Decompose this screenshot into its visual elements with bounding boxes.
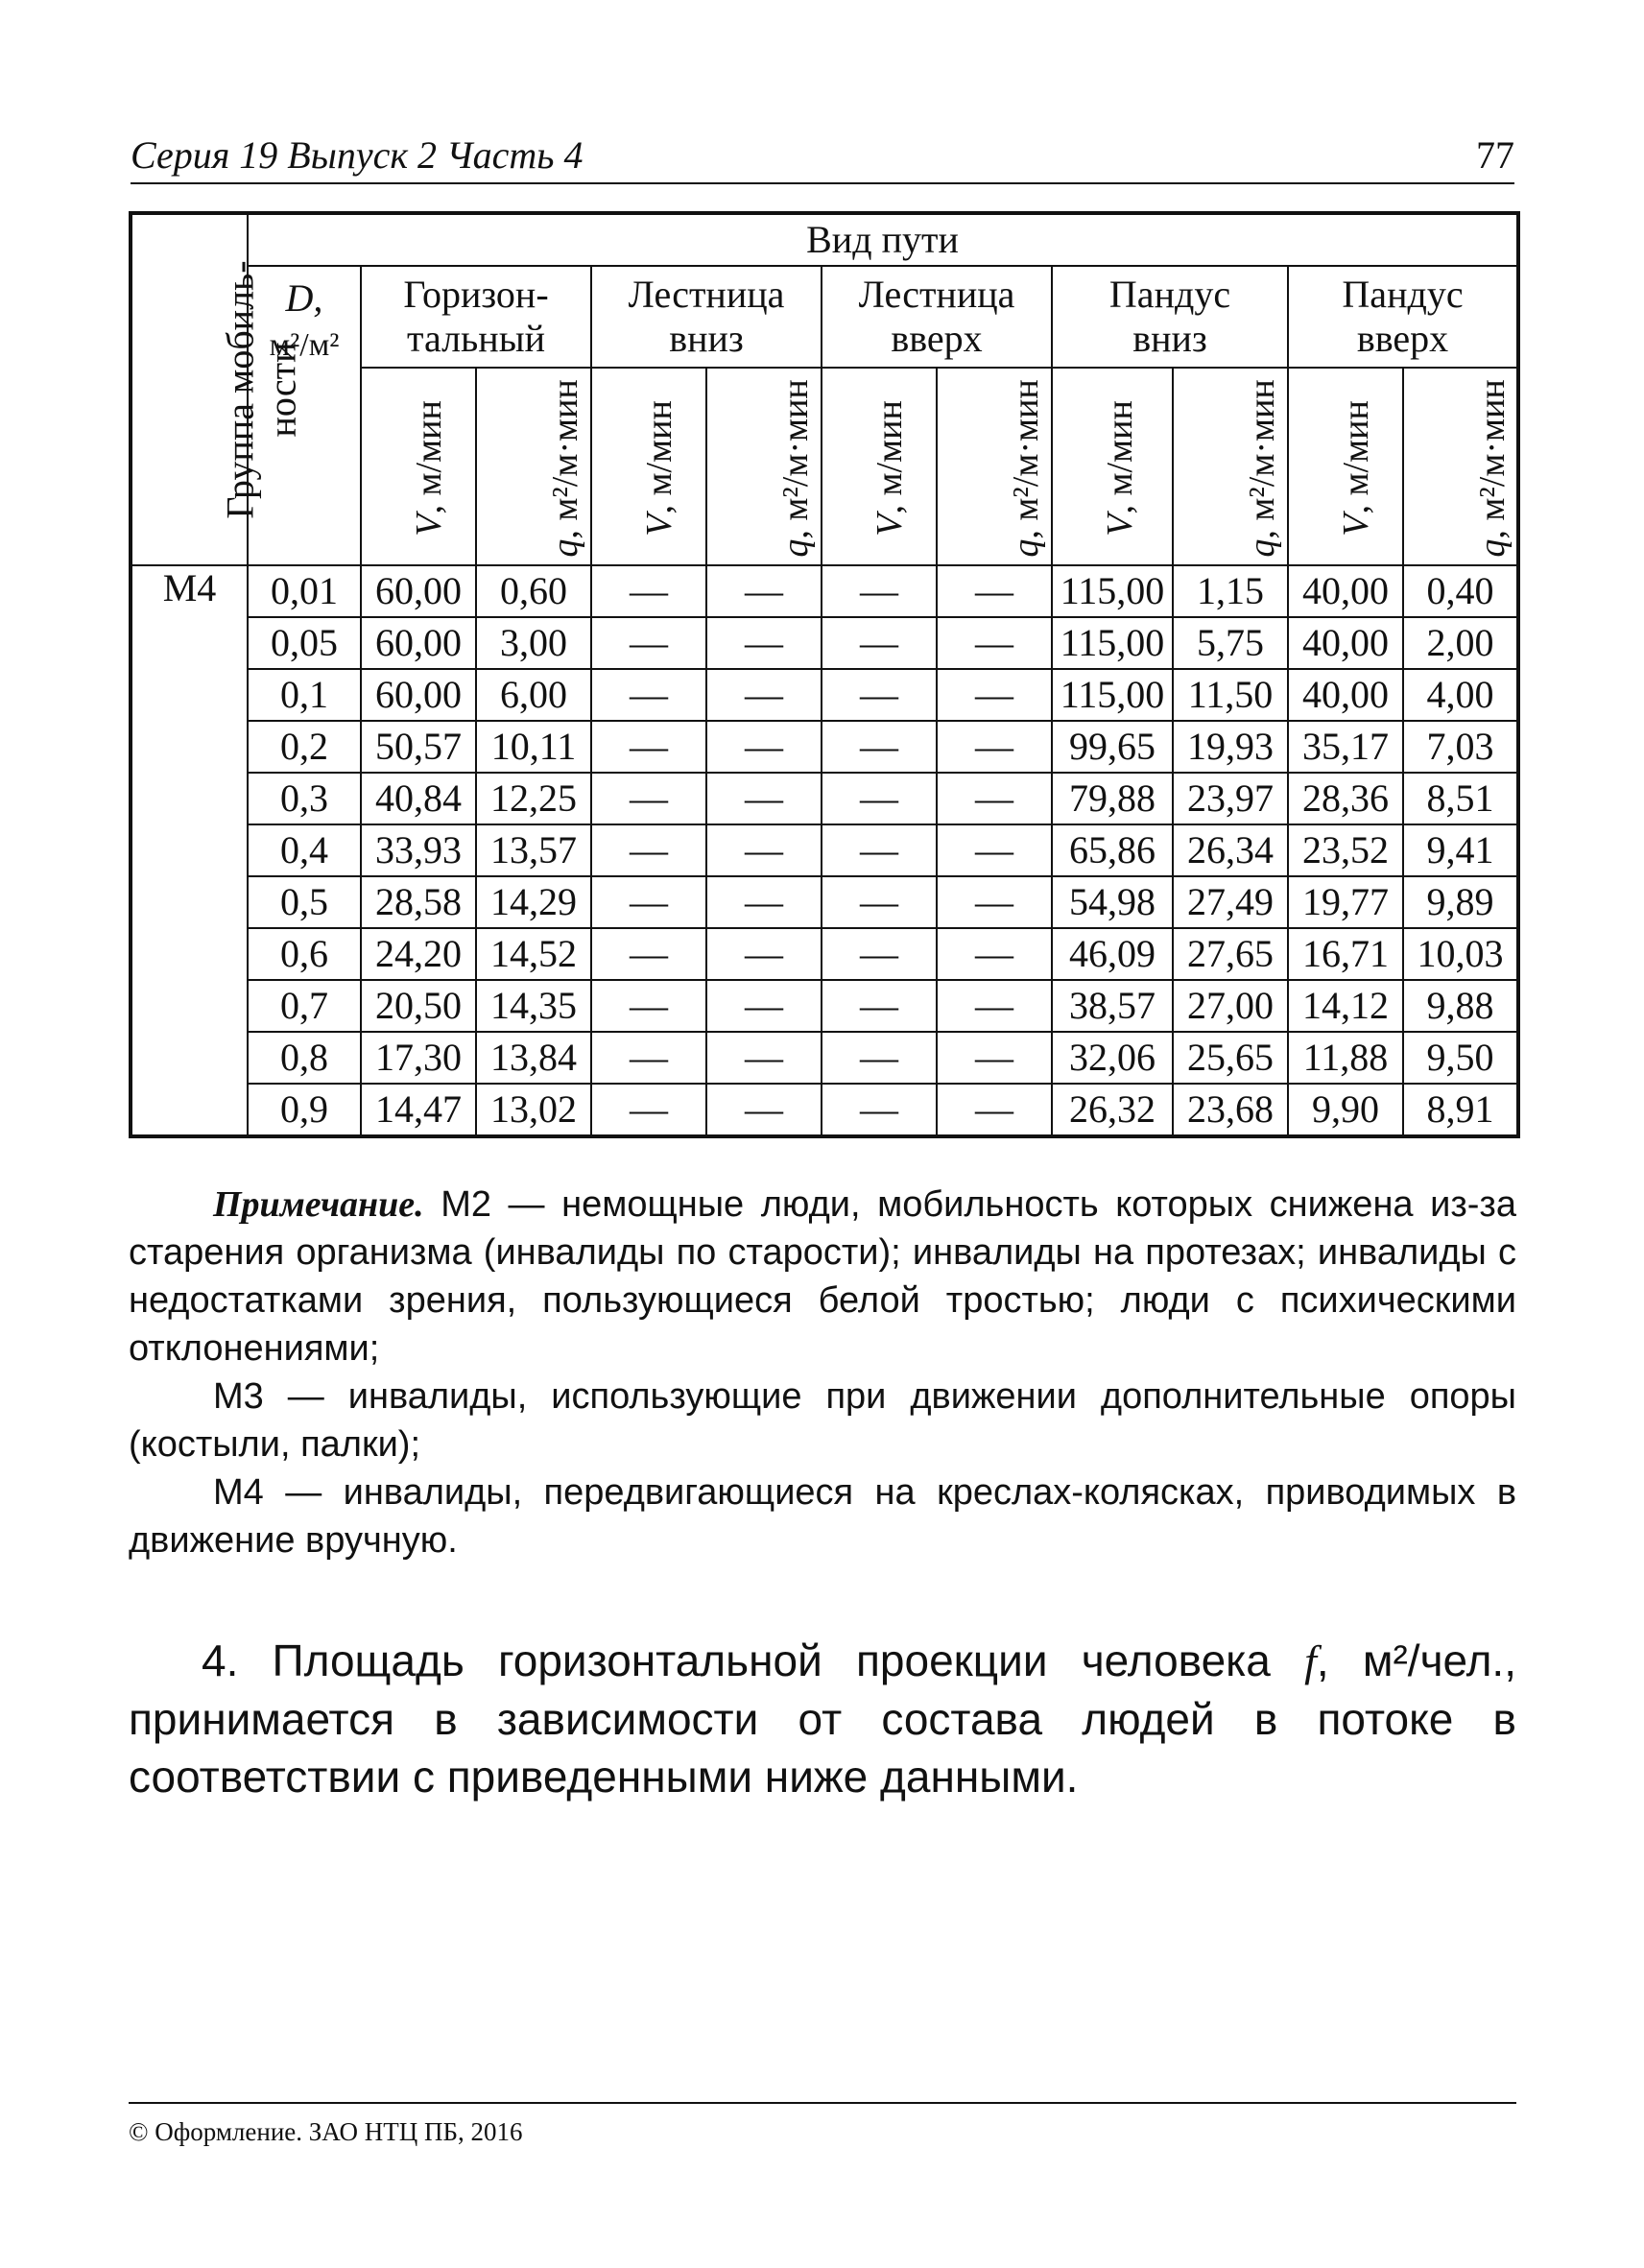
area-symbol: f bbox=[1304, 1636, 1317, 1685]
value-cell: 3,00 bbox=[476, 617, 591, 669]
value-cell: 14,29 bbox=[476, 876, 591, 928]
table-row bbox=[131, 980, 1518, 1032]
value-cell: 0,60 bbox=[476, 565, 591, 617]
value-cell: 40,00 bbox=[1288, 565, 1403, 617]
value-cell: 35,17 bbox=[1288, 721, 1403, 773]
value-cell: 14,35 bbox=[476, 980, 591, 1032]
value-cell: 38,57 bbox=[1052, 980, 1173, 1032]
value-cell: 20,50 bbox=[361, 980, 476, 1032]
value-cell: 6,00 bbox=[476, 669, 591, 721]
value-cell: 14,52 bbox=[476, 928, 591, 980]
value-cell: — bbox=[822, 773, 937, 824]
value-cell: — bbox=[706, 1084, 822, 1136]
density-cell: 0,2 bbox=[248, 721, 361, 773]
value-cell: — bbox=[937, 980, 1052, 1032]
value-cell: — bbox=[937, 1032, 1052, 1084]
intensity-unit-header bbox=[476, 368, 591, 565]
path-type-stairs-down: Лестница вниз bbox=[591, 266, 822, 368]
value-cell: 23,52 bbox=[1288, 824, 1403, 876]
intensity-unit-header bbox=[1173, 368, 1288, 565]
table-body bbox=[131, 565, 1518, 1136]
value-cell: — bbox=[937, 773, 1052, 824]
value-cell: 24,20 bbox=[361, 928, 476, 980]
table-row bbox=[131, 617, 1518, 669]
value-cell: 11,88 bbox=[1288, 1032, 1403, 1084]
intensity-unit: , м²/м·мин bbox=[1005, 379, 1046, 539]
value-cell: — bbox=[591, 876, 706, 928]
value-cell: 60,00 bbox=[361, 669, 476, 721]
series-title: Серия 19 Выпуск 2 Часть 4 bbox=[131, 133, 584, 177]
value-cell: 9,41 bbox=[1403, 824, 1518, 876]
value-cell: 16,71 bbox=[1288, 928, 1403, 980]
value-cell: — bbox=[706, 565, 822, 617]
value-cell: 23,68 bbox=[1173, 1084, 1288, 1136]
value-cell: 60,00 bbox=[361, 617, 476, 669]
value-cell: 79,88 bbox=[1052, 773, 1173, 824]
value-cell: 9,90 bbox=[1288, 1084, 1403, 1136]
intensity-symbol: q bbox=[1005, 538, 1046, 558]
value-cell: 28,58 bbox=[361, 876, 476, 928]
density-symbol: D, bbox=[285, 276, 323, 320]
value-cell: — bbox=[591, 669, 706, 721]
note-m2: Примечание. М2 — немощные люди, мобильность которых снижена из-за старения организма (инвалиды по старости); инвалиды на протезах; инвалиды с недостатками зрения, пользующиеся белой тростью; люди с психическими отклонениями; bbox=[129, 1184, 1516, 1369]
mobility-speed-table bbox=[129, 211, 1520, 1138]
value-cell: — bbox=[822, 565, 937, 617]
speed-unit: , м/мин bbox=[408, 400, 449, 514]
speed-symbol: V bbox=[1099, 513, 1140, 537]
value-cell: — bbox=[706, 824, 822, 876]
value-cell: — bbox=[822, 721, 937, 773]
density-cell: 0,6 bbox=[248, 928, 361, 980]
path-type-ramp-down: Пандус вниз bbox=[1052, 266, 1288, 368]
value-cell: — bbox=[591, 1084, 706, 1136]
table-row bbox=[131, 565, 1518, 617]
value-cell: 40,84 bbox=[361, 773, 476, 824]
value-cell: 1,15 bbox=[1173, 565, 1288, 617]
intensity-unit-header bbox=[937, 368, 1052, 565]
density-cell: 0,9 bbox=[248, 1084, 361, 1136]
note-m3: М3 — инвалиды, использующие при движении дополнительные опоры (костыли, палки); bbox=[129, 1376, 1516, 1465]
value-cell: 9,50 bbox=[1403, 1032, 1518, 1084]
speed-symbol: V bbox=[408, 513, 449, 537]
note-block bbox=[129, 1181, 1516, 1564]
value-cell: 54,98 bbox=[1052, 876, 1173, 928]
speed-unit-header bbox=[1288, 368, 1403, 565]
value-cell: 115,00 bbox=[1052, 669, 1173, 721]
intensity-symbol: q bbox=[544, 538, 585, 558]
table-row bbox=[131, 876, 1518, 928]
value-cell: — bbox=[591, 721, 706, 773]
value-cell: 14,47 bbox=[361, 1084, 476, 1136]
note-m4: М4 — инвалиды, передвигающиеся на креслах-колясках, приводимых в движение вручную. bbox=[129, 1472, 1516, 1561]
value-cell: — bbox=[706, 980, 822, 1032]
value-cell: 2,00 bbox=[1403, 617, 1518, 669]
value-cell: 26,32 bbox=[1052, 1084, 1173, 1136]
speed-unit-header bbox=[822, 368, 937, 565]
value-cell: 9,89 bbox=[1403, 876, 1518, 928]
intensity-unit-header bbox=[1403, 368, 1518, 565]
value-cell: — bbox=[591, 928, 706, 980]
value-cell: — bbox=[822, 1032, 937, 1084]
speed-unit: , м/мин bbox=[1335, 400, 1376, 514]
page-number: 77 bbox=[1476, 133, 1514, 177]
value-cell: — bbox=[937, 617, 1052, 669]
value-cell: — bbox=[706, 876, 822, 928]
speed-symbol: V bbox=[638, 513, 679, 537]
path-type-ramp-up: Пандус вверх bbox=[1288, 266, 1518, 368]
speed-symbol: V bbox=[869, 513, 910, 537]
density-cell: 0,05 bbox=[248, 617, 361, 669]
density-cell: 0,4 bbox=[248, 824, 361, 876]
value-cell: — bbox=[706, 721, 822, 773]
intensity-unit: , м²/м·мин bbox=[1241, 379, 1282, 539]
value-cell: — bbox=[822, 617, 937, 669]
note-label: Примечание. bbox=[213, 1184, 424, 1225]
value-cell: 115,00 bbox=[1052, 565, 1173, 617]
intensity-unit: , м²/м·мин bbox=[1471, 379, 1513, 539]
intensity-unit-header bbox=[706, 368, 822, 565]
value-cell: — bbox=[822, 1084, 937, 1136]
value-cell: 10,11 bbox=[476, 721, 591, 773]
table-row bbox=[131, 669, 1518, 721]
mobility-group-cell: М4 bbox=[131, 565, 248, 1136]
group-header-cell bbox=[131, 213, 304, 565]
value-cell: 5,75 bbox=[1173, 617, 1288, 669]
table-row bbox=[131, 824, 1518, 876]
value-cell: 11,50 bbox=[1173, 669, 1288, 721]
value-cell: — bbox=[591, 617, 706, 669]
density-cell: 0,5 bbox=[248, 876, 361, 928]
value-cell: — bbox=[937, 876, 1052, 928]
value-cell: — bbox=[591, 773, 706, 824]
density-cell: 0,7 bbox=[248, 980, 361, 1032]
value-cell: — bbox=[937, 669, 1052, 721]
table-row bbox=[131, 773, 1518, 824]
intensity-symbol: q bbox=[1241, 538, 1282, 558]
value-cell: — bbox=[591, 1032, 706, 1084]
value-cell: 27,65 bbox=[1173, 928, 1288, 980]
intensity-symbol: q bbox=[774, 538, 816, 558]
table-row bbox=[131, 1032, 1518, 1084]
table-row bbox=[131, 928, 1518, 980]
path-type-stairs-up: Лестница вверх bbox=[822, 266, 1052, 368]
value-cell: 10,03 bbox=[1403, 928, 1518, 980]
value-cell: 115,00 bbox=[1052, 617, 1173, 669]
speed-unit: , м/мин bbox=[1099, 400, 1140, 514]
path-type-horizontal: Горизон- тальный bbox=[361, 266, 591, 368]
value-cell: 27,49 bbox=[1173, 876, 1288, 928]
value-cell: — bbox=[706, 669, 822, 721]
group-header-line1: Группа мобиль- bbox=[218, 259, 262, 519]
density-unit: м²/м² bbox=[269, 327, 340, 363]
value-cell: 12,25 bbox=[476, 773, 591, 824]
density-cell: 0,8 bbox=[248, 1032, 361, 1084]
value-cell: — bbox=[822, 876, 937, 928]
value-cell: 19,93 bbox=[1173, 721, 1288, 773]
value-cell: 17,30 bbox=[361, 1032, 476, 1084]
speed-unit-header bbox=[361, 368, 476, 565]
density-cell: 0,01 bbox=[248, 565, 361, 617]
value-cell: — bbox=[822, 928, 937, 980]
value-cell: — bbox=[937, 565, 1052, 617]
value-cell: — bbox=[591, 980, 706, 1032]
page-header bbox=[131, 123, 1514, 184]
speed-unit: , м/мин bbox=[869, 400, 910, 514]
value-cell: — bbox=[937, 1084, 1052, 1136]
density-cell: 0,1 bbox=[248, 669, 361, 721]
value-cell: — bbox=[706, 617, 822, 669]
value-cell: 23,97 bbox=[1173, 773, 1288, 824]
value-cell: — bbox=[937, 928, 1052, 980]
value-cell: 13,57 bbox=[476, 824, 591, 876]
value-cell: — bbox=[822, 980, 937, 1032]
value-cell: 40,00 bbox=[1288, 669, 1403, 721]
path-type-header: Вид пути bbox=[248, 213, 1518, 266]
value-cell: 33,93 bbox=[361, 824, 476, 876]
value-cell: 28,36 bbox=[1288, 773, 1403, 824]
value-cell: 40,00 bbox=[1288, 617, 1403, 669]
value-cell: 26,34 bbox=[1173, 824, 1288, 876]
value-cell: 13,84 bbox=[476, 1032, 591, 1084]
speed-unit-header bbox=[591, 368, 706, 565]
value-cell: — bbox=[706, 1032, 822, 1084]
value-cell: — bbox=[706, 773, 822, 824]
value-cell: — bbox=[591, 824, 706, 876]
speed-symbol: V bbox=[1335, 513, 1376, 537]
value-cell: 0,40 bbox=[1403, 565, 1518, 617]
value-cell: — bbox=[591, 565, 706, 617]
value-cell: — bbox=[937, 824, 1052, 876]
value-cell: 7,03 bbox=[1403, 721, 1518, 773]
value-cell: 13,02 bbox=[476, 1084, 591, 1136]
page-footer: © Оформление. ЗАО НТЦ ПБ, 2016 bbox=[129, 2102, 1516, 2147]
density-cell: 0,3 bbox=[248, 773, 361, 824]
intensity-unit: , м²/м·мин bbox=[544, 379, 585, 539]
table-row bbox=[131, 721, 1518, 773]
value-cell: — bbox=[822, 669, 937, 721]
value-cell: 4,00 bbox=[1403, 669, 1518, 721]
value-cell: 50,57 bbox=[361, 721, 476, 773]
value-cell: 65,86 bbox=[1052, 824, 1173, 876]
speed-unit: , м/мин bbox=[638, 400, 679, 514]
value-cell: 8,51 bbox=[1403, 773, 1518, 824]
value-cell: 9,88 bbox=[1403, 980, 1518, 1032]
value-cell: 32,06 bbox=[1052, 1032, 1173, 1084]
value-cell: — bbox=[937, 721, 1052, 773]
intensity-symbol: q bbox=[1471, 538, 1513, 558]
value-cell: 14,12 bbox=[1288, 980, 1403, 1032]
value-cell: 99,65 bbox=[1052, 721, 1173, 773]
paragraph-4: 4. Площадь горизонтальной проекции человека f, м²/чел., принимается в зависимости от состава людей в потоке в соответствии с приведенными ниже данными. bbox=[129, 1635, 1516, 1802]
value-cell: 25,65 bbox=[1173, 1032, 1288, 1084]
table-row bbox=[131, 1084, 1518, 1136]
value-cell: 60,00 bbox=[361, 565, 476, 617]
value-cell: 27,00 bbox=[1173, 980, 1288, 1032]
speed-unit-header bbox=[1052, 368, 1173, 565]
value-cell: 46,09 bbox=[1052, 928, 1173, 980]
value-cell: 8,91 bbox=[1403, 1084, 1518, 1136]
value-cell: — bbox=[706, 928, 822, 980]
value-cell: 19,77 bbox=[1288, 876, 1403, 928]
value-cell: — bbox=[822, 824, 937, 876]
group-header-line2: ности bbox=[260, 341, 304, 438]
intensity-unit: , м²/м·мин bbox=[774, 379, 816, 539]
